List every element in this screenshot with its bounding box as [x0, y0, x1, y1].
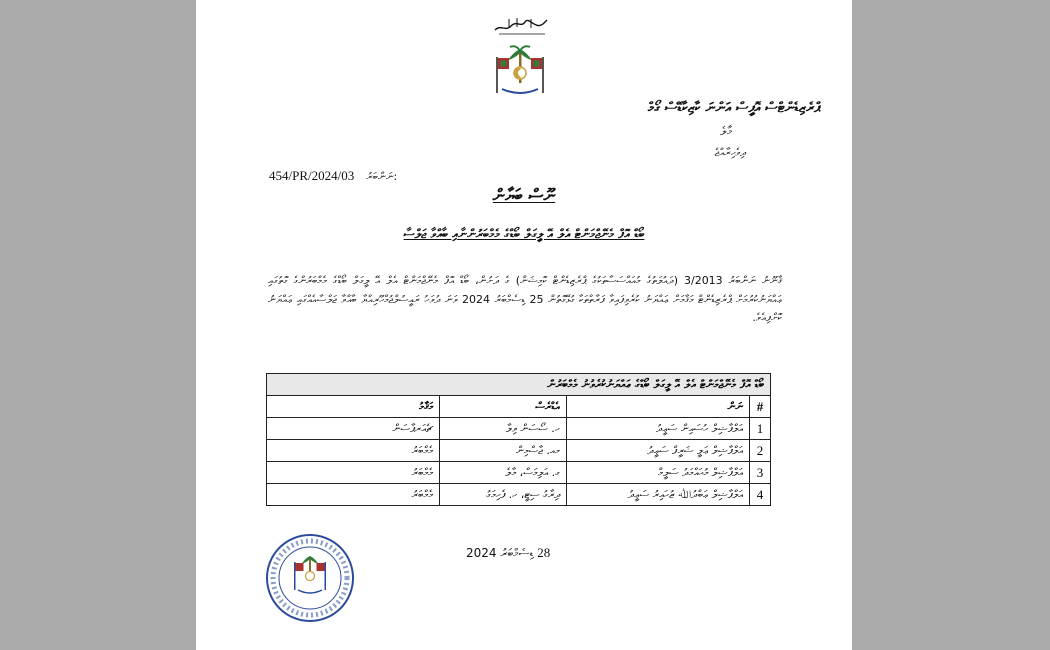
row-num: 1	[750, 418, 771, 440]
row-name: އަލްފާޟިލް ހުސައިން ސަޢީދު	[567, 418, 750, 440]
members-table	[266, 373, 771, 506]
table-row	[267, 462, 771, 484]
row-post: މެމްބަރު	[267, 440, 440, 462]
header-num: #	[750, 396, 771, 418]
row-num: 2	[750, 440, 771, 462]
header-address: އެޑްރެސް	[440, 396, 567, 418]
reference-label: ނަންބަރު:	[366, 170, 398, 183]
table-row	[267, 418, 771, 440]
reference-number: 454/PR/2024/03	[269, 168, 355, 183]
row-post: މެމްބަރު	[267, 484, 440, 506]
document-title: ނޫސް ބަޔާން	[492, 186, 556, 206]
row-address: މއ. ޖާސްމިން	[440, 440, 567, 462]
row-post: ޗެއަރޕާސަން	[267, 418, 440, 440]
document-page	[196, 0, 852, 650]
table-header-row	[267, 396, 771, 418]
row-name: އަލްފާޟިލް ޢަލީ ޝަރީފް ސަޢީދު	[567, 440, 750, 462]
official-seal-icon	[264, 532, 356, 624]
row-num: 3	[750, 462, 771, 484]
row-address: ދިރާގު ސިޓީ، ހ. ފެހިމަގު	[440, 484, 567, 506]
date-day: 28	[537, 545, 551, 560]
table-caption-row	[267, 374, 771, 396]
country-name: ދިވެހިރާއްޖެ	[714, 146, 746, 159]
header-name: ނަން	[567, 396, 750, 418]
date-month-year: ޑިސެމްބަރު 2024	[466, 546, 534, 560]
city-name: މާލެ	[720, 124, 732, 138]
bismillah-calligraphy-icon	[491, 14, 551, 38]
row-num: 4	[750, 484, 771, 506]
table-row	[267, 440, 771, 462]
row-name: އަލްފާޟިލް ޢަބްދުﷲ ޒުހައިރު ސަޢީދު	[567, 484, 750, 506]
document-date	[466, 545, 550, 561]
header-post: މަޤާމު	[267, 396, 440, 418]
table-caption: ބޯޑް އޮފް މެނޭޖްމަންޓް އެލް އޭ ލީގަލް ބޯޑްގެ ޢައްޔަނުކުރެވުނު މެމްބަރުން	[267, 374, 771, 396]
state-emblem-icon	[488, 43, 552, 97]
reference-line	[269, 168, 397, 184]
row-post: މެމްބަރު	[267, 462, 440, 484]
body-paragraph: ޤާނޫނު ނަންބަރު 3/2013 (ދައުލަތުގެ މުއައްސަސާތަކުގެ ޕްރެޒިޑެންޓް ކޮމިޝަން) ގެ ދަށުން، ބޯޑް އޮފް މެނޭޖްމަންޓް އެލް އޭ ލީގަލް ބޯޑްގެ މެމްބަރުންގެ ގޮތުގައި ޢައްޔަނުކުރުމަށް ޕްރެޒިޑެންޓް މަޤާމަށް ޢައްޔަނު ކުރެވިފައިވާ ފަރާތްތަކާ ގުޅޭގޮތުން 25 ޑިސެމްބަރު 2024 ވަނަ ދުވަހު ރައީސުލްޖުމްހޫރިއްޔާ ބާއްވާ ޖަލްސާއެއްގައި ޢައްޔަނު ކޮށްފިއެވެ.	[268, 274, 782, 324]
row-name: އަލްފާޟިލް މުޙައްމަދު ސަލީމް	[567, 462, 750, 484]
document-subject: ބޯޑް އޮފް މެނޭޖްމަންޓް އެލް އޭ ލީގަލް ބޯޑްގެ މެމްބަރުންނާއި ބާއްވާ ޖަލްސާ	[403, 226, 645, 241]
table-row	[267, 484, 771, 506]
row-address: ހ. ސޯސަން ވިލާ	[440, 418, 567, 440]
row-address: ގ. އަލިމަސް، މާލެ	[440, 462, 567, 484]
ministry-name: ޕްރެޒިޑެންޓްސް އޮފީސް އަންނަ ކާޒިކާޑޭސް ގޯމް	[647, 100, 820, 116]
